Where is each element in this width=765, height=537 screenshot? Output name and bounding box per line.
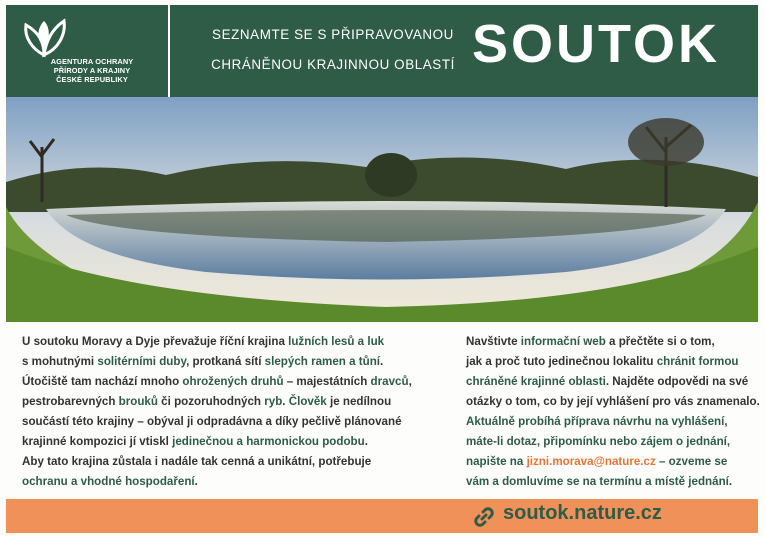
text-line (466, 412, 746, 432)
body-text: . (364, 435, 368, 448)
body-text: . (194, 475, 198, 488)
text-line (466, 372, 749, 392)
text-line (22, 332, 442, 352)
body-text: pestrobarevných (22, 395, 119, 408)
footer-bar (6, 499, 758, 533)
agency-logo (6, 5, 166, 97)
body-text: , protkaná sítí (186, 355, 265, 368)
highlight-text: solitérními duby (97, 355, 187, 368)
subtitle-line-2: CHRÁNĚNOU KRAJINNOU OBLASTÍ (211, 57, 455, 72)
text-line (466, 392, 760, 412)
header-banner (6, 5, 758, 97)
highlight-text: lužních lesů a luk (288, 335, 385, 348)
body-text: s mohutnými (22, 355, 98, 368)
highlight-text: napište na (466, 455, 527, 468)
link-icon (472, 505, 496, 529)
highlight-text: informační web (520, 335, 606, 348)
text-line (466, 352, 746, 372)
body-text: jak a proč tuto jedinečnou lokalitu (466, 355, 657, 368)
body-text: . (380, 355, 384, 368)
subtitle-line-1: SEZNAMTE SE S PŘIPRAVOVANOU (212, 27, 454, 42)
highlight-text: jedinečnou a harmonickou podobu (172, 435, 365, 448)
text-line (22, 472, 442, 492)
text-line (466, 432, 746, 452)
body-text: Navštivte (466, 335, 521, 348)
highlight-text: chránit formou (656, 355, 739, 368)
text-line (22, 412, 442, 432)
highlight-text: dravců (370, 375, 409, 388)
body-text: a přečtěte si o tom, (605, 335, 715, 348)
highlight-text: chráněné krajinné oblasti (466, 375, 606, 388)
website-link[interactable]: soutok.nature.cz (503, 502, 662, 524)
agency-line: PŘÍRODY A KRAJINY (53, 66, 131, 75)
agency-line: ČESKÉ REPUBLIKY (56, 75, 128, 84)
text-line (22, 352, 442, 372)
body-text: otázky o tom, co by její vyhlášení pro vás znamenalo. (466, 395, 760, 408)
text-line (22, 432, 442, 452)
text-line (22, 372, 442, 392)
body-text: . (728, 475, 733, 488)
body-text: Útočiště tam nachází mnoho (22, 375, 183, 388)
body-text: – majestátních (283, 375, 371, 388)
highlight-text: ohrožených druhů (182, 375, 284, 388)
body-text: Aby tato krajina zůstala i nadále tak cenná a unikátní, potřebuje (22, 455, 372, 468)
highlight-text: – ozveme se (655, 455, 728, 468)
body-text: či pozoruhodných (157, 395, 265, 408)
text-line (466, 472, 746, 492)
description-right (466, 332, 760, 492)
text-line (22, 392, 442, 412)
body-text: je nedílnou (326, 395, 392, 408)
highlight-text: Aktuálně probíhá příprava návrhu na vyhlášení, (466, 415, 728, 428)
body-text: U soutoku Moravy a Dyje převažuje říční krajina (22, 335, 289, 348)
page-title: SOUTOK (472, 14, 721, 74)
text-line (22, 452, 442, 472)
divider (168, 5, 170, 97)
body-text: , (408, 375, 412, 388)
text-line (466, 452, 746, 472)
agency-line: AGENTURA OCHRANY (50, 57, 134, 66)
highlight-text: ryb (264, 395, 283, 408)
landscape-photo (6, 97, 758, 322)
agency-name (42, 57, 142, 84)
description-left (22, 332, 442, 492)
text-line (466, 332, 746, 352)
highlight-text: brouků (118, 395, 158, 408)
body-text: krajinné kompozici jí vtiskl (22, 435, 173, 448)
body-text: . Najděte odpovědi na své (605, 375, 749, 388)
highlight-text: ochranu a vhodné hospodaření (22, 475, 195, 488)
highlight-text: Člověk (288, 395, 327, 408)
body-text: . (282, 395, 289, 408)
highlight-text: vám a domluvíme se na termínu a místě jednání (466, 475, 729, 488)
email-link[interactable]: jizni.morava@nature.cz (526, 455, 656, 468)
leaf-logo-icon (20, 15, 68, 59)
highlight-text: máte-li dotaz, připomínku nebo zájem o jednání, (466, 435, 731, 448)
body-text: součástí této krajiny – obýval ji odpradávna a díky pečlivě plánované (22, 415, 402, 428)
highlight-text: slepých ramen a tůní (264, 355, 381, 368)
